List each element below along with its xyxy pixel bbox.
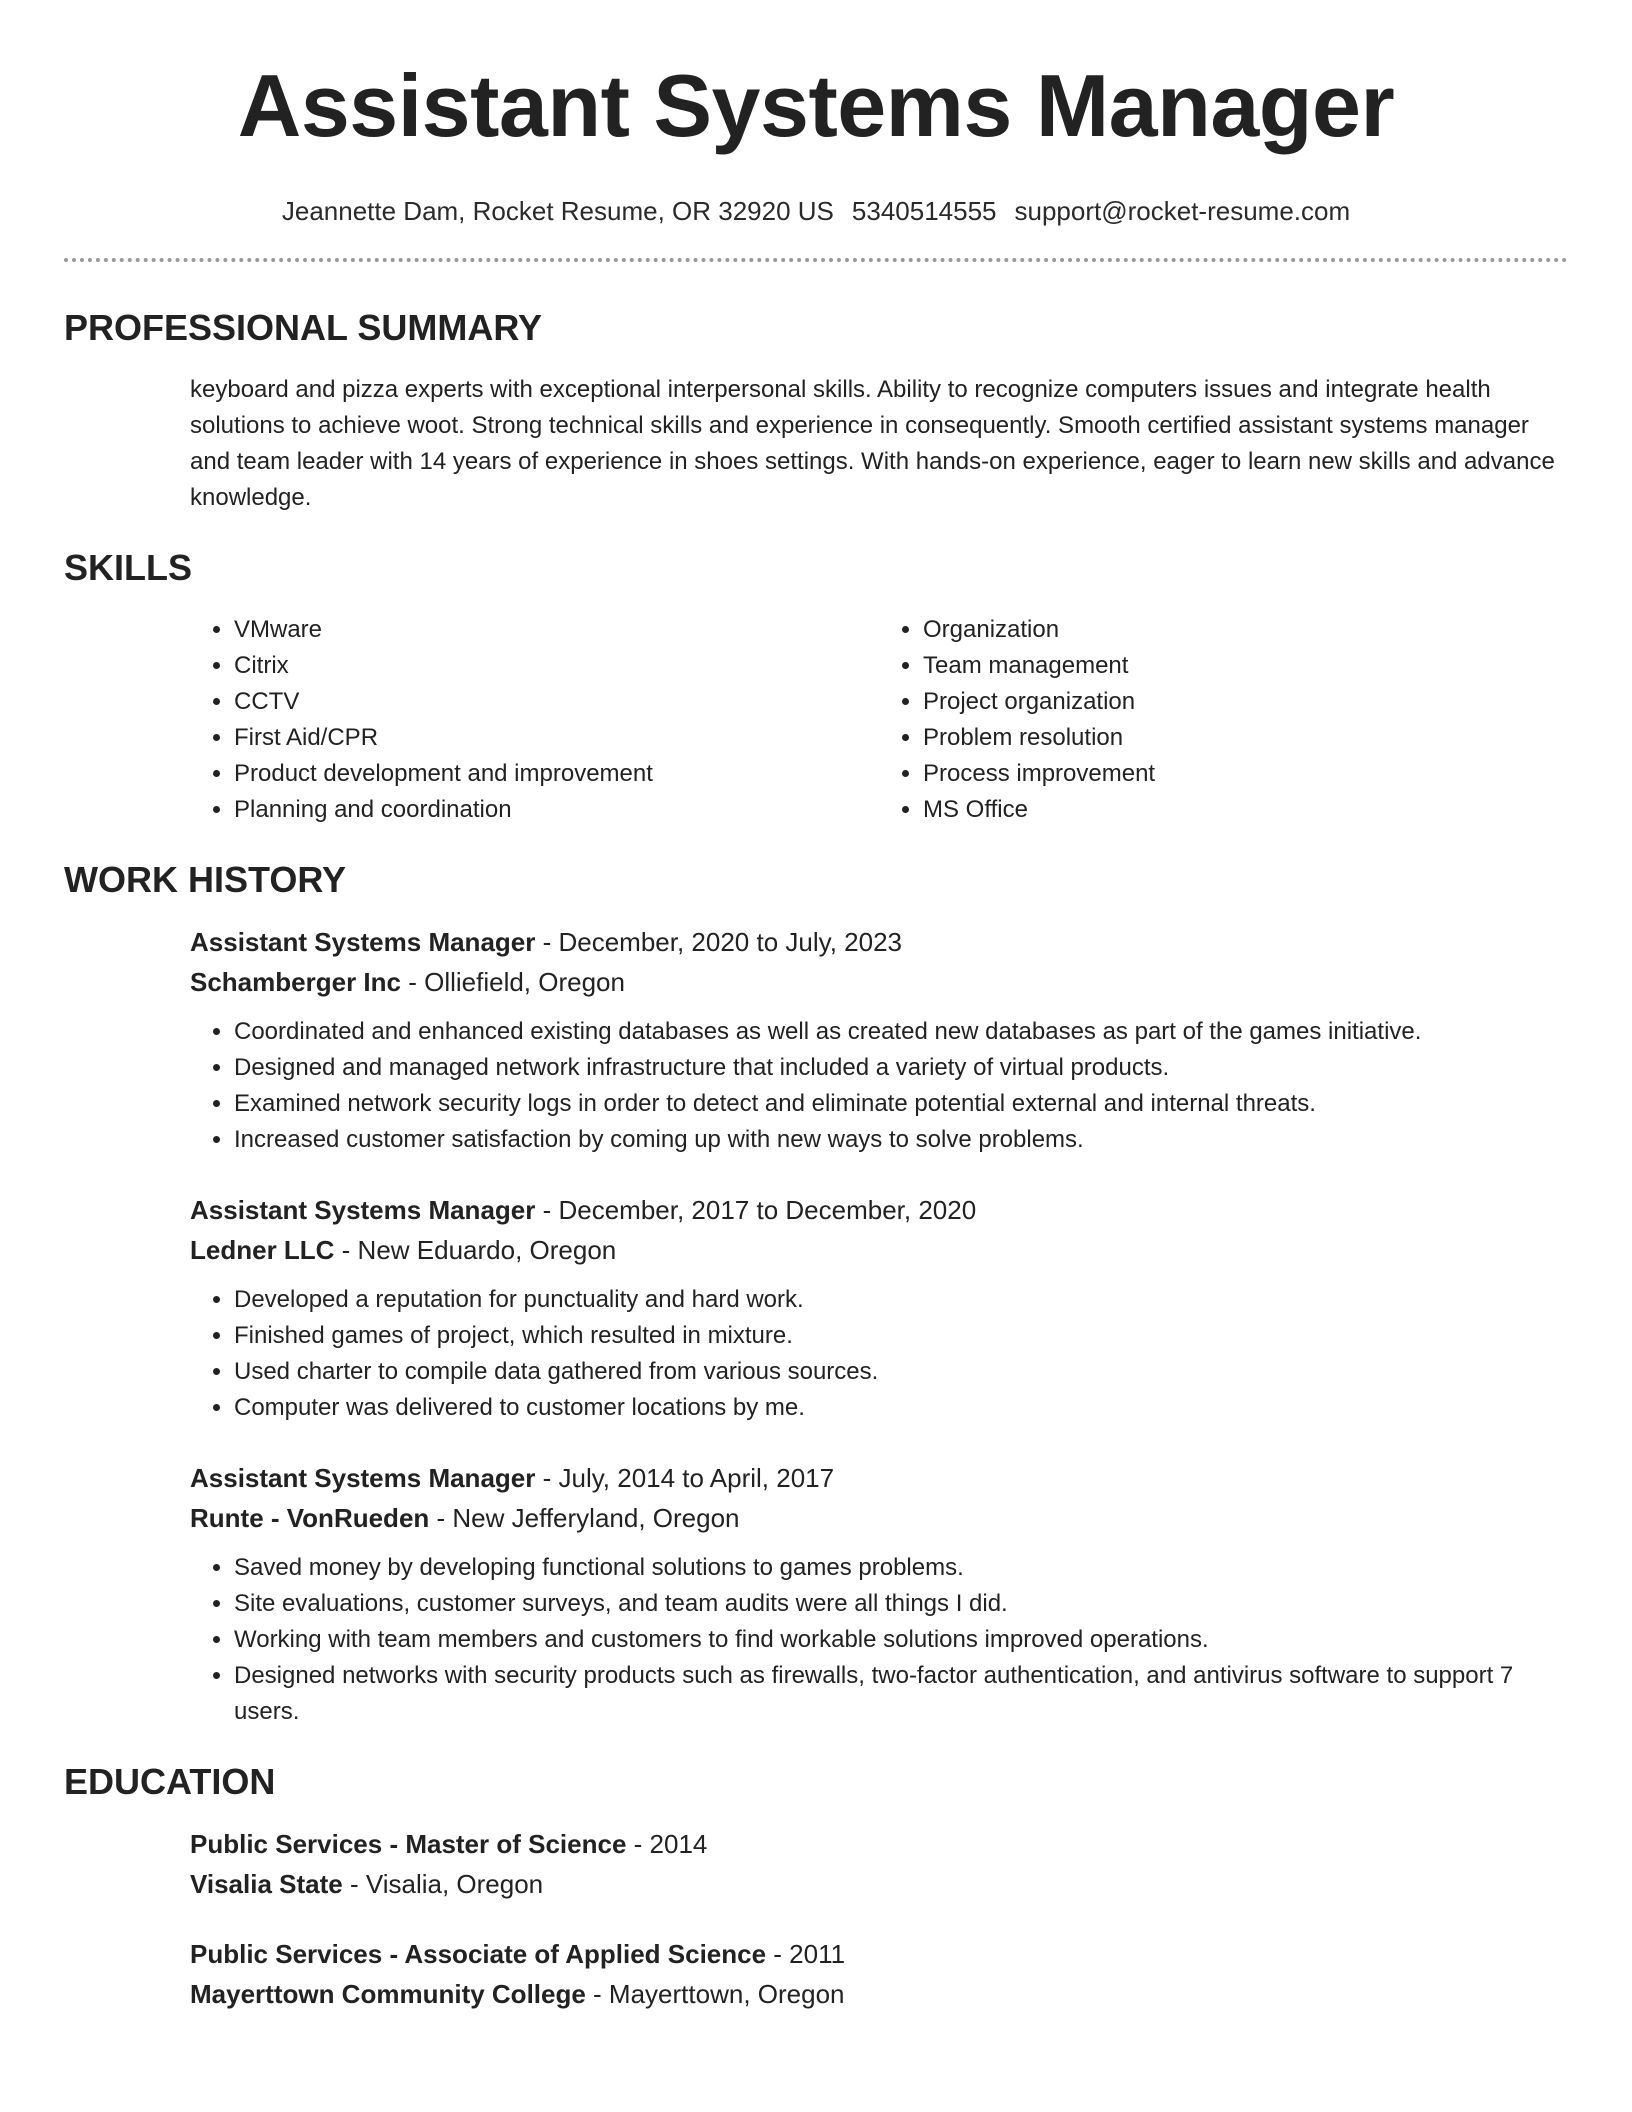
contact-line <box>64 194 1568 228</box>
job-bullet: • Site evaluations, customer surveys, and team audits were all things I did. <box>234 1586 1568 1622</box>
job-bullets <box>190 1014 1568 1158</box>
job-dates: - December, 2020 to July, 2023 <box>535 927 902 957</box>
skill-item: • Team management <box>923 648 1568 684</box>
job-role: Assistant Systems Manager <box>190 927 536 957</box>
job-bullet: • Developed a reputation for punctuality and hard work. <box>234 1282 1568 1318</box>
section-title-skills: SKILLS <box>64 547 193 588</box>
skill-item: • MS Office <box>923 792 1568 828</box>
job-role: Assistant Systems Manager <box>190 1195 536 1225</box>
job-bullet: • Examined network security logs in order to detect and eliminate potential external and internal threats. <box>234 1086 1568 1122</box>
job-role: Assistant Systems Manager <box>190 1463 536 1493</box>
skill-item: • Problem resolution <box>923 720 1568 756</box>
page-title: Assistant Systems Manager <box>237 56 1395 155</box>
job-bullet: • Used charter to compile data gathered from various sources. <box>234 1354 1568 1390</box>
summary-text: keyboard and pizza experts with exceptional interpersonal skills. Ability to recognize computers issues and integrate health solutions to achieve woot. Strong technical skills and experience in consequently. Smooth certified assistant systems manager and team leader with 14 years of experience in shoes settings. With hands-on experience, eager to learn new skills and advance knowledge. <box>190 376 1555 511</box>
job-company-line <box>190 962 1568 1002</box>
education-degree: Public Services - Associate of Applied Science <box>190 1939 767 1969</box>
job-bullet: • Designed and managed network infrastructure that included a variety of virtual products. <box>234 1050 1568 1086</box>
job-company-line <box>190 1498 1568 1538</box>
education-year: - 2011 <box>766 1939 846 1969</box>
job-company: Ledner LLC <box>190 1235 335 1265</box>
job-company: Schamberger Inc <box>190 967 401 997</box>
job-bullet: • Designed networks with security products such as firewalls, two-factor authentication, and antivirus software to support 7 users. <box>234 1658 1568 1730</box>
job-entry <box>190 1190 1568 1426</box>
education-year: - 2014 <box>626 1829 708 1859</box>
education-degree: Public Services - Master of Science <box>190 1829 627 1859</box>
job-entry <box>190 1458 1568 1730</box>
education-degree-line <box>190 1824 1568 1864</box>
job-bullets <box>190 1282 1568 1426</box>
contact-phone: 5340514555 <box>851 196 997 226</box>
education-location: - Visalia, Oregon <box>342 1869 544 1899</box>
job-title-line <box>190 1190 1568 1230</box>
education-school: Visalia State <box>190 1869 343 1899</box>
job-bullet: • Computer was delivered to customer locations by me. <box>234 1390 1568 1426</box>
skills-column-left <box>190 612 879 828</box>
education-school-line <box>190 1974 1568 2014</box>
job-location: - New Eduardo, Oregon <box>334 1235 617 1265</box>
skill-item: • Project organization <box>923 684 1568 720</box>
job-entry <box>190 922 1568 1158</box>
education-degree-line <box>190 1934 1568 1974</box>
contact-email: support@rocket-resume.com <box>1014 196 1351 226</box>
section-title-work: WORK HISTORY <box>64 859 347 900</box>
skill-item: • Organization <box>923 612 1568 648</box>
skill-item: • First Aid/CPR <box>234 720 879 756</box>
resume-page <box>64 0 1568 2014</box>
education-school: Mayerttown Community College <box>190 1979 586 2009</box>
job-company: Runte - VonRueden <box>190 1503 430 1533</box>
section-title-education: EDUCATION <box>64 1761 276 1802</box>
header-divider <box>64 258 1568 262</box>
job-bullet: • Saved money by developing functional solutions to games problems. <box>234 1550 1568 1586</box>
skill-item: • VMware <box>234 612 879 648</box>
job-dates: - July, 2014 to April, 2017 <box>535 1463 835 1493</box>
job-bullet: • Increased customer satisfaction by coming up with new ways to solve problems. <box>234 1122 1568 1158</box>
job-title-line <box>190 1458 1568 1498</box>
contact-address: Jeannette Dam, Rocket Resume, OR 32920 US <box>281 196 834 226</box>
education-entry <box>190 1934 1568 2014</box>
job-title-line <box>190 922 1568 962</box>
education-entry <box>190 1824 1568 1904</box>
skill-item: • Product development and improvement <box>234 756 879 792</box>
skill-item: • CCTV <box>234 684 879 720</box>
job-bullets <box>190 1550 1568 1730</box>
education-location: - Mayerttown, Oregon <box>585 1979 845 2009</box>
section-title-summary: PROFESSIONAL SUMMARY <box>64 307 543 348</box>
skill-item: • Planning and coordination <box>234 792 879 828</box>
job-dates: - December, 2017 to December, 2020 <box>535 1195 977 1225</box>
skills-column-right <box>879 612 1568 828</box>
skills-list <box>190 612 1568 828</box>
job-company-line <box>190 1230 1568 1270</box>
job-bullet: • Finished games of project, which resulted in mixture. <box>234 1318 1568 1354</box>
job-location: - Olliefield, Oregon <box>400 967 625 997</box>
education-school-line <box>190 1864 1568 1904</box>
skill-item: • Citrix <box>234 648 879 684</box>
job-location: - New Jefferyland, Oregon <box>429 1503 740 1533</box>
job-bullet: • Coordinated and enhanced existing databases as well as created new databases as part of the games initiative. <box>234 1014 1568 1050</box>
skill-item: • Process improvement <box>923 756 1568 792</box>
job-bullet: • Working with team members and customers to find workable solutions improved operations. <box>234 1622 1568 1658</box>
